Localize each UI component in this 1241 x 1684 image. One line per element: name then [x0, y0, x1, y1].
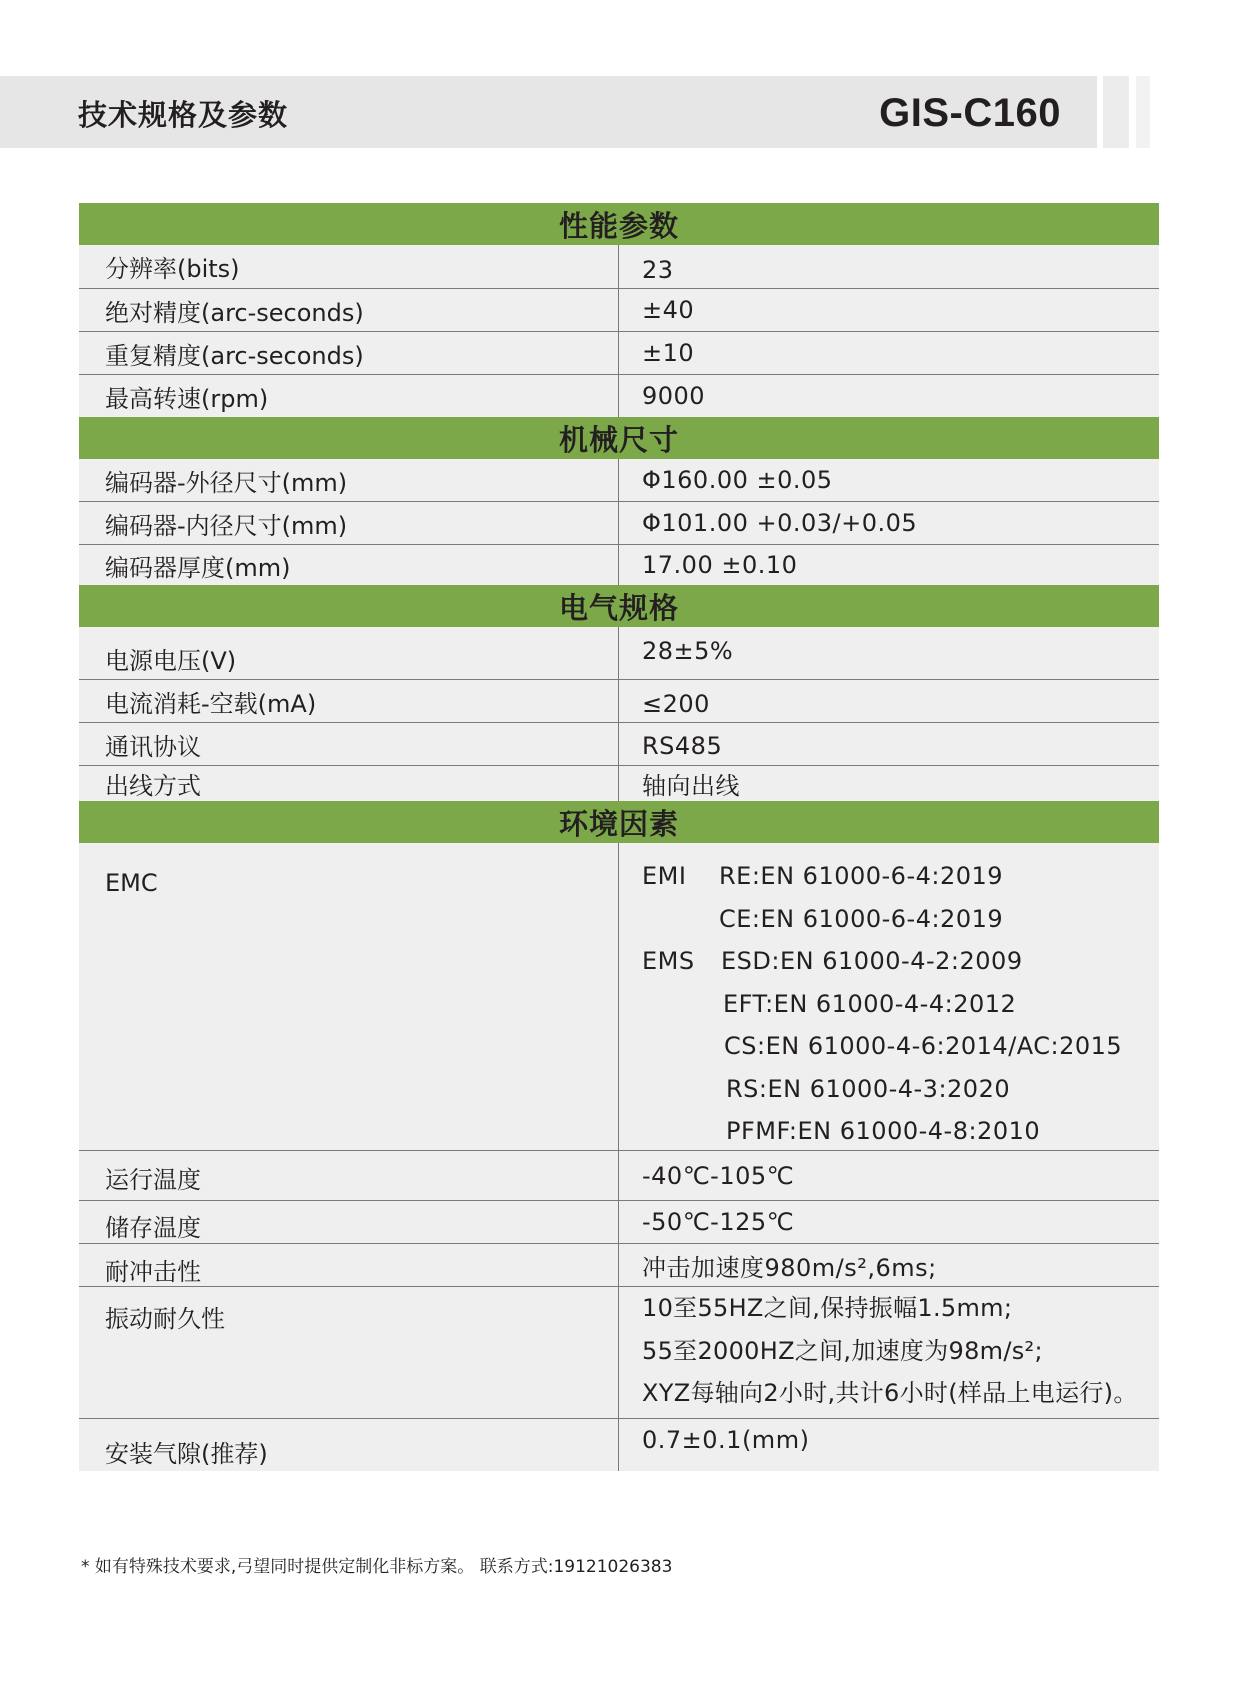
section-header-environment: 环境因素 [79, 801, 1159, 843]
emc-standard: CS:EN 61000-4-6:2014/AC:2015 [724, 1032, 1123, 1060]
vibration-line: XYZ每轴向2小时,共计6小时(样品上电运行)。 [642, 1379, 1138, 1407]
table-row [79, 332, 1159, 375]
row-value: -50℃-125℃ [642, 1208, 795, 1236]
table-row [79, 1201, 1159, 1244]
row-label: 最高转速(rpm) [79, 375, 619, 417]
row-label: 储存温度 [79, 1201, 619, 1243]
emc-standard: PFMF:EN 61000-4-8:2010 [726, 1117, 1041, 1145]
table-row-emc [79, 843, 1159, 1151]
page-title: 技术规格及参数 [78, 98, 289, 132]
table-row [79, 289, 1159, 332]
emc-standard: ESD:EN 61000-4-2:2009 [721, 947, 1023, 975]
row-value: ±40 [642, 296, 695, 324]
table-row [79, 723, 1159, 766]
row-label: 安装气隙(推荐) [79, 1419, 619, 1471]
row-value: 28±5% [642, 637, 734, 665]
table-row [79, 502, 1159, 545]
row-label: 分辨率(bits) [79, 245, 619, 288]
model-name: GIS-C160 [879, 91, 1061, 135]
emc-standard: RS:EN 61000-4-3:2020 [726, 1074, 1011, 1103]
row-value: Φ101.00 +0.03/+0.05 [642, 509, 918, 537]
emc-line [642, 983, 1122, 1026]
row-label: 运行温度 [79, 1151, 619, 1200]
emc-key [642, 1110, 726, 1153]
table-row [79, 1244, 1159, 1287]
row-label: 绝对精度(arc-seconds) [79, 289, 619, 331]
section-header-electrical: 电气规格 [79, 585, 1159, 627]
row-value: RS485 [642, 732, 723, 760]
emc-line [642, 940, 1122, 983]
table-row [79, 627, 1159, 680]
vibration-values [619, 1287, 1159, 1418]
emc-standard: EFT:EN 61000-4-4:2012 [723, 989, 1017, 1018]
row-label: 重复精度(arc-seconds) [79, 332, 619, 374]
emc-line [642, 898, 1122, 941]
row-label: 电源电压(V) [79, 627, 619, 679]
row-label: 编码器-外径尺寸(mm) [79, 459, 619, 501]
row-value: ≤200 [642, 690, 710, 718]
emc-key [642, 1025, 724, 1068]
emc-key [642, 1068, 726, 1111]
section-header-mechanical: 机械尺寸 [79, 417, 1159, 459]
vibration-line: 55至2000HZ之间,加速度为98m/s²; [642, 1336, 1043, 1365]
table-row-vibration [79, 1287, 1159, 1419]
vibration-line: 10至55HZ之间,保持振幅1.5mm; [642, 1294, 1013, 1322]
row-value: 轴向出线 [642, 772, 740, 800]
table-row [79, 680, 1159, 723]
footnote: * 如有特殊技术要求,弓望同时提供定制化非标方案。 联系方式:19121026383 [81, 1557, 673, 1577]
header-stripe [1103, 76, 1129, 148]
row-value: 冲击加速度980m/s²,6ms; [642, 1253, 937, 1282]
row-label: 出线方式 [79, 766, 619, 801]
row-label: 耐冲击性 [79, 1244, 619, 1286]
emc-line [642, 1025, 1122, 1068]
row-label: 编码器-内径尺寸(mm) [79, 502, 619, 544]
table-row [79, 1419, 1159, 1471]
emc-key: EMS [642, 947, 695, 975]
emc-line [642, 1068, 1122, 1111]
section-header-performance: 性能参数 [79, 203, 1159, 245]
emc-key: EMI [642, 862, 687, 890]
row-value: Φ160.00 ±0.05 [642, 466, 833, 494]
emc-standard: RE:EN 61000-6-4:2019 [719, 862, 1004, 890]
row-label: 电流消耗-空载(mA) [79, 680, 619, 722]
emc-line [642, 855, 1122, 898]
row-value: 9000 [642, 382, 706, 410]
row-value: ±10 [642, 339, 695, 367]
row-value: 23 [642, 255, 674, 284]
row-value: 17.00 ±0.10 [642, 551, 798, 579]
header-stripe [1136, 76, 1150, 148]
emc-key [642, 983, 723, 1026]
emc-values [619, 843, 1159, 1150]
row-value: -40℃-105℃ [642, 1161, 795, 1190]
row-label: 通讯协议 [79, 723, 619, 765]
emc-key [642, 898, 719, 941]
spec-table [79, 203, 1159, 1471]
table-row [79, 545, 1159, 585]
emc-line [642, 1110, 1122, 1153]
table-row [79, 766, 1159, 801]
table-row [79, 245, 1159, 289]
row-label: 编码器厚度(mm) [79, 545, 619, 585]
row-value: 0.7±0.1(mm) [642, 1426, 810, 1454]
emc-standard: CE:EN 61000-6-4:2019 [719, 904, 1004, 933]
row-label: EMC [79, 843, 619, 1150]
table-row [79, 459, 1159, 502]
table-row [79, 1151, 1159, 1201]
table-row [79, 375, 1159, 417]
row-label: 振动耐久性 [79, 1287, 619, 1418]
